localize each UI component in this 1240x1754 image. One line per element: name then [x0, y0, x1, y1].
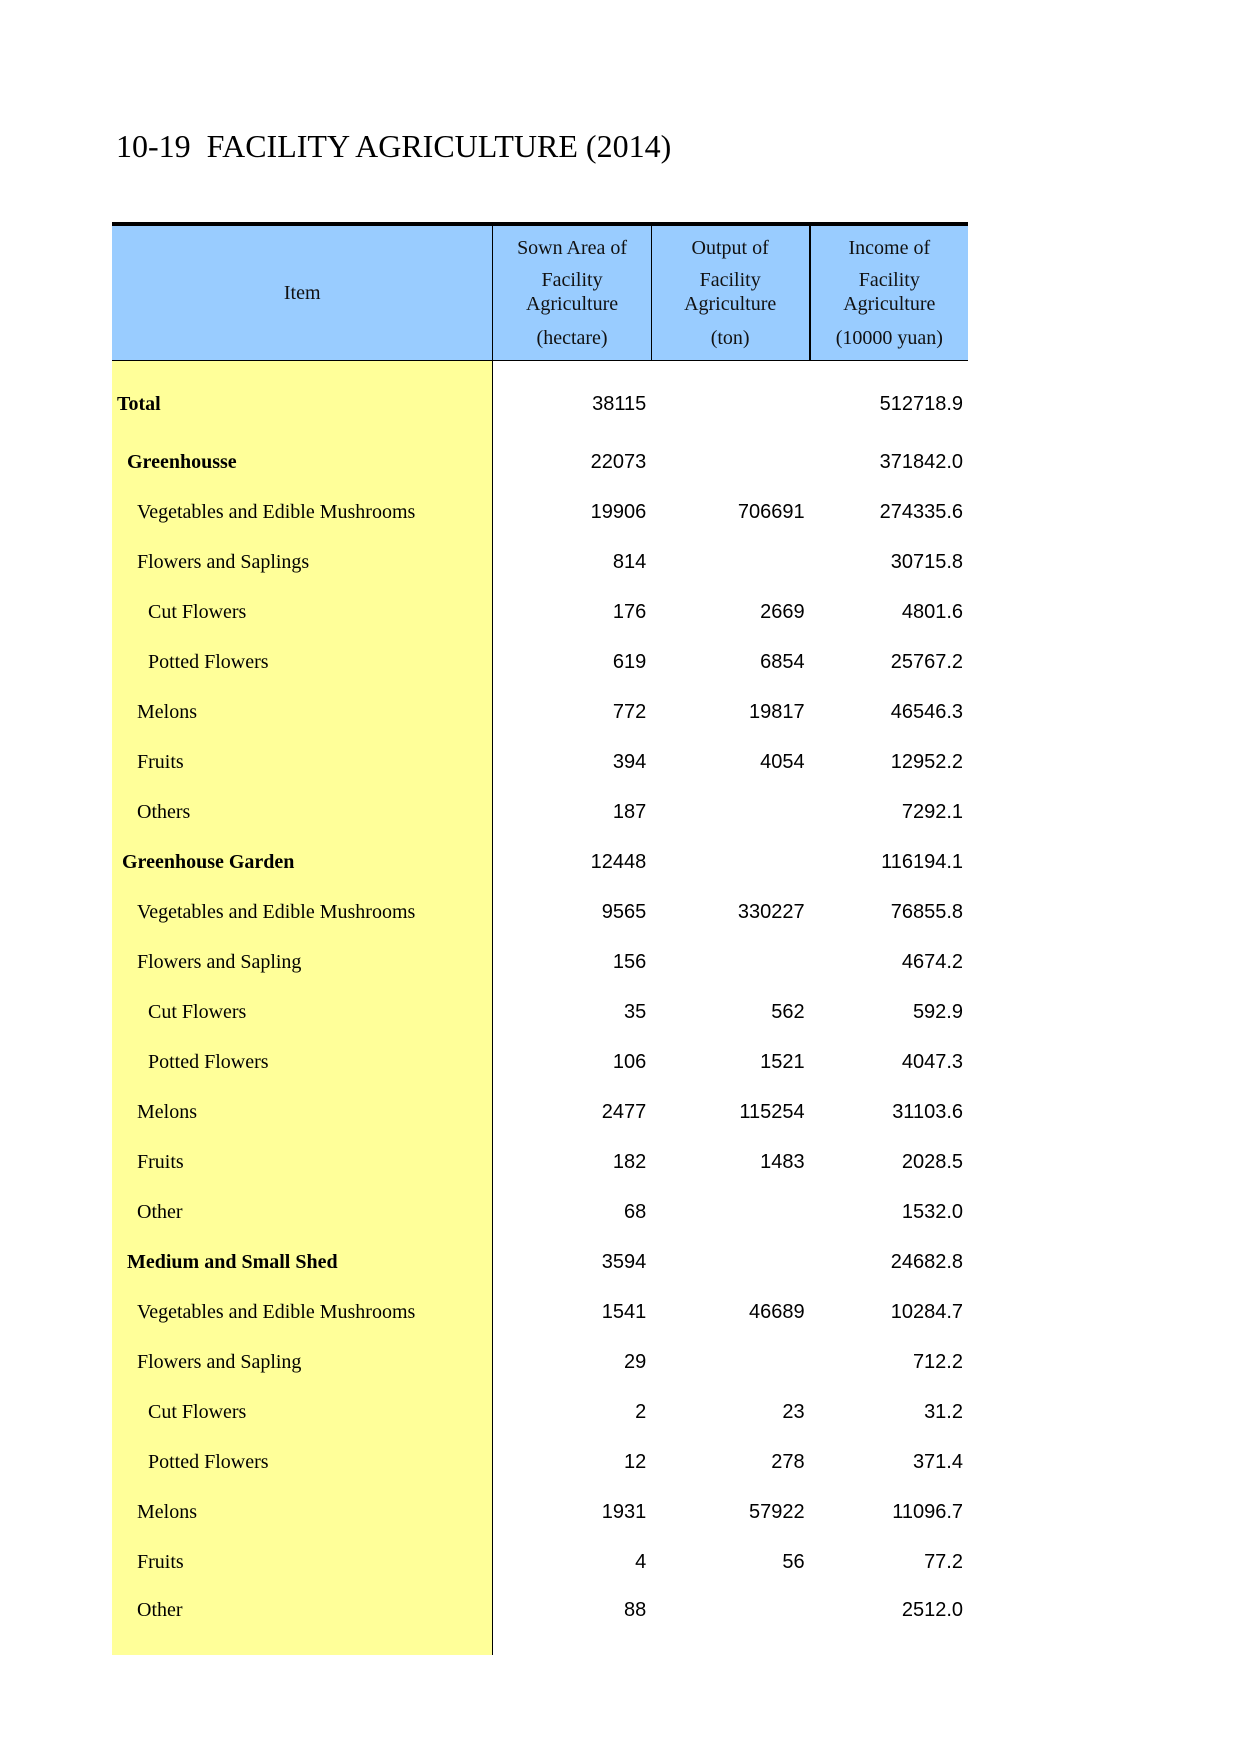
row-item-label: Greenhousse — [112, 437, 493, 487]
row-sown-area: 3594 — [601, 1250, 647, 1273]
row-item-label: Flowers and Sapling — [112, 937, 493, 987]
table-row — [112, 1237, 968, 1287]
header-output-line: Output of — [691, 237, 769, 259]
row-output — [651, 361, 809, 438]
row-item-label: Fruits — [112, 1137, 493, 1187]
table-row — [112, 1087, 968, 1137]
row-output: 56 — [782, 1550, 805, 1573]
header-output-line: Facility — [699, 269, 761, 291]
row-output: 2669 — [760, 600, 805, 623]
table-row — [112, 487, 968, 537]
row-sown-area: 2477 — [601, 1100, 647, 1123]
table-row — [112, 1037, 968, 1087]
row-item-label: Cut Flowers — [112, 1387, 493, 1437]
table-row — [112, 787, 968, 837]
row-income: 1532.0 — [901, 1200, 963, 1223]
row-income: 31.2 — [924, 1400, 963, 1423]
row-output — [651, 1337, 809, 1387]
row-output — [651, 1187, 809, 1237]
row-output — [651, 537, 809, 587]
table-row — [112, 587, 968, 637]
row-output: 23 — [782, 1400, 805, 1423]
row-sown-area: 22073 — [590, 450, 647, 473]
row-income: 77.2 — [924, 1550, 963, 1573]
table-row — [112, 737, 968, 787]
row-income: 2512.0 — [901, 1599, 963, 1621]
header-sown-area-unit: (hectare) — [536, 327, 608, 349]
row-sown-area: 9565 — [601, 900, 647, 923]
table-row — [112, 687, 968, 737]
row-income: 712.2 — [912, 1350, 963, 1373]
row-income: 46546.3 — [890, 700, 963, 723]
page-title: 10-19 FACILITY AGRICULTURE (2014) — [116, 128, 672, 164]
row-output — [651, 437, 809, 487]
row-item-label: Potted Flowers — [112, 637, 493, 687]
row-income: 12952.2 — [890, 750, 963, 773]
header-income-line: Facility — [858, 269, 920, 291]
row-output: 278 — [771, 1450, 805, 1473]
header-output — [651, 224, 809, 361]
row-output — [651, 937, 809, 987]
header-income — [810, 224, 968, 361]
header-income-line: Income of — [848, 237, 931, 259]
row-item-label: Other — [112, 1187, 493, 1237]
row-sown-area: 619 — [612, 650, 647, 673]
table-row — [112, 837, 968, 887]
row-income: 116194.1 — [881, 850, 963, 873]
header-sown-area-line: Facility — [541, 269, 603, 291]
row-income: 7292.1 — [901, 800, 963, 823]
row-output — [651, 1587, 809, 1655]
row-sown-area: 19906 — [590, 500, 647, 523]
row-income: 2028.5 — [901, 1150, 963, 1173]
row-income: 274335.6 — [879, 500, 963, 523]
table-row — [112, 1337, 968, 1387]
table-row — [112, 1487, 968, 1537]
row-sown-area: 38115 — [592, 392, 647, 415]
row-output: 1521 — [760, 1050, 805, 1073]
table-row — [112, 361, 968, 438]
row-output: 6854 — [760, 650, 805, 673]
row-item-label: Melons — [112, 687, 493, 737]
table-row — [112, 637, 968, 687]
table-header-row — [112, 224, 968, 361]
header-item: Item — [112, 224, 493, 361]
row-sown-area: 394 — [612, 750, 647, 773]
row-income: 592.9 — [912, 1000, 963, 1023]
table-row — [112, 1587, 968, 1655]
row-sown-area: 29 — [623, 1350, 647, 1373]
row-output: 57922 — [748, 1500, 805, 1523]
table-row — [112, 987, 968, 1037]
header-income-unit: (10000 yuan) — [835, 327, 943, 349]
table-row — [112, 1137, 968, 1187]
row-sown-area: 814 — [612, 550, 647, 573]
header-output-line: Agriculture — [684, 293, 777, 315]
row-sown-area: 12448 — [590, 850, 647, 873]
row-income: 10284.7 — [890, 1300, 963, 1323]
table-row — [112, 437, 968, 487]
row-income: 371.4 — [912, 1450, 963, 1473]
row-income: 11096.7 — [892, 1500, 963, 1523]
table-row — [112, 1387, 968, 1437]
row-income: 31103.6 — [892, 1100, 963, 1123]
header-sown-area-line: Sown Area of — [517, 237, 628, 259]
row-sown-area: 4 — [635, 1550, 647, 1573]
table-row — [112, 1437, 968, 1487]
row-output — [651, 837, 809, 887]
row-item-label: Others — [112, 787, 493, 837]
row-sown-area: 2 — [635, 1400, 647, 1423]
table-body — [112, 361, 968, 1656]
row-item-label: Cut Flowers — [112, 987, 493, 1037]
row-sown-area: 106 — [612, 1050, 647, 1073]
row-item-label: Potted Flowers — [112, 1437, 493, 1487]
row-output: 1483 — [760, 1150, 805, 1173]
row-sown-area: 35 — [623, 1000, 647, 1023]
header-sown-area — [493, 224, 651, 361]
row-item-label: Melons — [112, 1487, 493, 1537]
row-output: 562 — [771, 1000, 805, 1023]
facility-agriculture-table — [112, 222, 968, 1655]
row-income: 24682.8 — [890, 1250, 963, 1273]
table-row — [112, 1287, 968, 1337]
row-sown-area: 156 — [612, 950, 647, 973]
row-output: 19817 — [748, 700, 805, 723]
row-income: 371842.0 — [879, 450, 963, 473]
row-item-label: Cut Flowers — [112, 587, 493, 637]
row-output: 115254 — [739, 1100, 805, 1123]
row-output — [651, 1237, 809, 1287]
row-item-label: Melons — [112, 1087, 493, 1137]
row-income: 76855.8 — [890, 900, 963, 923]
row-item-label: Potted Flowers — [112, 1037, 493, 1087]
row-income: 4801.6 — [901, 600, 963, 623]
row-income: 25767.2 — [890, 650, 963, 673]
row-item-label: Total — [112, 361, 493, 438]
row-output: 706691 — [737, 500, 805, 523]
header-income-line: Agriculture — [843, 293, 936, 315]
row-sown-area: 182 — [612, 1150, 647, 1173]
row-item-label: Vegetables and Edible Mushrooms — [112, 1287, 493, 1337]
row-item-label: Vegetables and Edible Mushrooms — [112, 487, 493, 537]
row-income: 512718.9 — [879, 392, 963, 415]
table-row — [112, 1537, 968, 1587]
row-item-label: Greenhouse Garden — [112, 837, 493, 887]
row-income: 4047.3 — [901, 1050, 963, 1073]
row-item-label: Flowers and Sapling — [112, 1337, 493, 1387]
row-item-label: Vegetables and Edible Mushrooms — [112, 887, 493, 937]
row-sown-area: 772 — [612, 700, 647, 723]
row-income: 4674.2 — [901, 950, 963, 973]
row-sown-area: 12 — [623, 1450, 647, 1473]
row-item-label: Flowers and Saplings — [112, 537, 493, 587]
table-row — [112, 1187, 968, 1237]
header-sown-area-line: Agriculture — [525, 293, 619, 315]
table-row — [112, 937, 968, 987]
row-sown-area: 187 — [612, 800, 647, 823]
row-item-label: Fruits — [112, 1537, 493, 1587]
row-output — [651, 787, 809, 837]
row-output: 330227 — [737, 900, 805, 923]
row-income: 30715.8 — [890, 550, 963, 573]
header-output-unit: (ton) — [710, 327, 750, 349]
row-sown-area: 68 — [623, 1200, 647, 1223]
row-output: 46689 — [748, 1300, 805, 1323]
table-row — [112, 887, 968, 937]
row-sown-area: 88 — [623, 1599, 647, 1621]
row-item-label: Medium and Small Shed — [112, 1237, 493, 1287]
row-item-label: Fruits — [112, 737, 493, 787]
row-sown-area: 1931 — [601, 1500, 647, 1523]
row-sown-area: 176 — [612, 600, 647, 623]
row-output: 4054 — [760, 750, 805, 773]
table-row — [112, 537, 968, 587]
row-sown-area: 1541 — [601, 1300, 647, 1323]
row-item-label: Other — [112, 1587, 493, 1655]
